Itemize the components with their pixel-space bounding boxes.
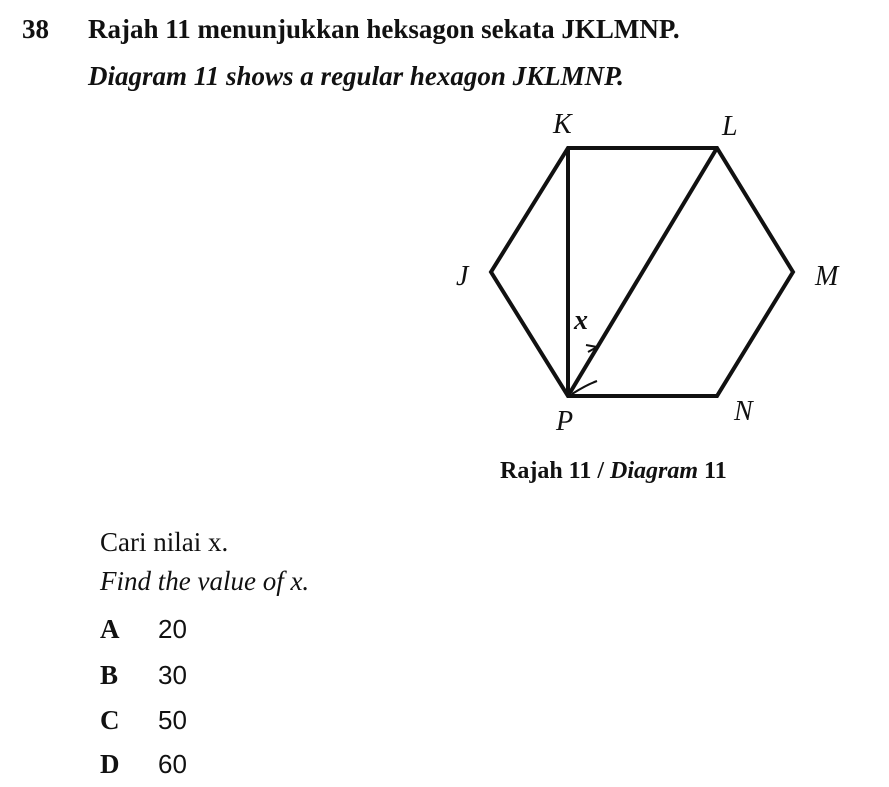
vertex-label-p: P [556, 406, 574, 437]
option-c[interactable] [100, 705, 187, 736]
option-value: 60 [158, 749, 187, 779]
question-stem-english: Diagram 11 shows a regular hexagon JKLMNP. [88, 61, 624, 91]
vertex-label-k: K [553, 109, 572, 140]
question-stem-malay: Rajah 11 menunjukkan heksagon sekata JKLMNP. [88, 14, 680, 44]
prompt-english: Find the value of x. [100, 566, 310, 596]
diagram-caption [500, 458, 727, 485]
angle-label-x: x [574, 305, 588, 336]
option-letter: D [100, 749, 120, 779]
segment-lp [568, 148, 717, 396]
option-value: 50 [158, 705, 187, 735]
option-b[interactable] [100, 660, 187, 691]
vertex-label-j: J [456, 261, 469, 292]
caption-malay: Rajah 11 / [500, 458, 611, 484]
vertex-label-n: N [734, 396, 753, 427]
option-value: 30 [158, 660, 187, 690]
option-letter: C [100, 705, 120, 735]
option-letter: B [100, 660, 119, 690]
caption-english: Diagram [610, 458, 699, 484]
question-number: 38 [22, 14, 49, 44]
option-value: 20 [158, 614, 187, 644]
caption-number: 11 [698, 458, 727, 484]
prompt-malay: Cari nilai x. [100, 527, 229, 557]
vertex-label-l: L [722, 111, 738, 142]
option-letter: A [100, 614, 120, 644]
option-d[interactable] [100, 749, 187, 780]
vertex-label-m: M [815, 261, 839, 292]
option-a[interactable] [100, 614, 187, 645]
